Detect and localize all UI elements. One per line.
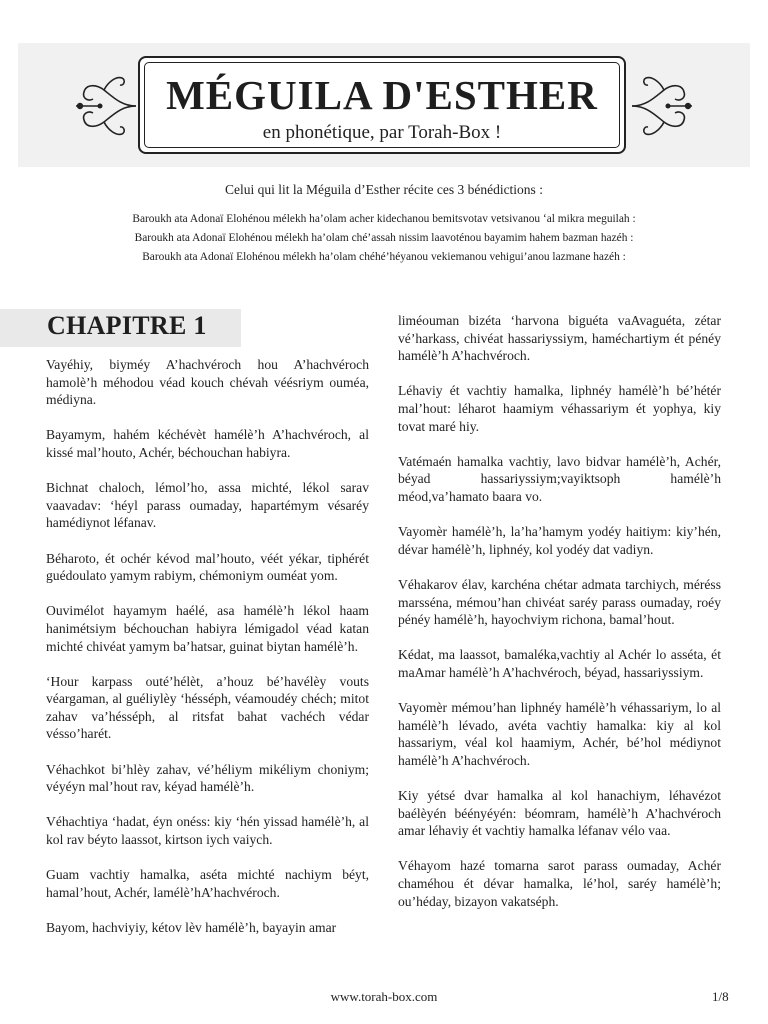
verse-paragraph: ‘Hour karpass outé’hélèt, a’houz bé’havélèy vouts véargaman, al guéliylèy ‘hésséph, véamoudéy chéch; mitot zahav va’hésséph, al ritsfat bahat vachéch védar vésso’harét. bbox=[46, 673, 369, 742]
verse-paragraph: Vayomèr hamélè’h, la’ha’hamym yodéy haitiym: kiy’hén, dévar hamélè’h, liphnéy, kol yodéy dat vadiyn. bbox=[398, 524, 721, 557]
footer-website-link[interactable]: www.torah-box.com bbox=[330, 989, 438, 1004]
verse-paragraph: Bayamym, hahém kéchévèt hamélè’h A’hachvéroch, al kissé mal’houto, Achér, béchouchan habiyra. bbox=[46, 427, 369, 460]
page-number: 1/8 bbox=[712, 989, 729, 1004]
verse-paragraph: Vayéhiy, biyméy A’hachvéroch hou A’hachvéroch hamolè’h méhodou véad kouch chévah véésriym ouméa, médiyna. bbox=[46, 357, 369, 408]
blessing-line: Baroukh ata Adonaï Elohénou mélekh ha’olam acher kidechanou bemitsvotav vetsivanou ‘al mikra meguilah : bbox=[132, 213, 636, 225]
scroll-flourish-ornament-right-icon bbox=[630, 68, 694, 144]
verse-paragraph: Guam vachtiy hamalka, aséta michté nachiym béyt, hamal’hout, Achér, lamélè’hA’hachvéroch. bbox=[46, 867, 369, 900]
title-frame bbox=[138, 56, 626, 154]
verse-paragraph: Véhakarov élav, karchéna chétar admata tarchiych, méréss marsséna, mémou’han chivéat saréy parass oumaday, roéy pénéy hamélè’h, hayochviym richona, bamal’hout. bbox=[398, 576, 721, 628]
verse-paragraph: Léhaviy ét vachtiy hamalka, liphnéy hamélè’h bé’hétér mal’hout: léharot haamiym véhassariym ét yophya, kiy tovat maré hiy. bbox=[398, 383, 721, 434]
verse-paragraph: Ouvimélot hayamym haélé, asa hamélè’h lékol haam hanimétsiym béchouchan habiyra lémigadol véad katan michté chivéat yamym ba’hatsar, guinat biytan hamélè’h. bbox=[46, 603, 369, 654]
text-column-left bbox=[46, 356, 369, 954]
blessings-intro bbox=[0, 182, 768, 267]
verse-paragraph: liméouman bizéta ‘harvona biguéta vaAvaguéta, zétar vé’harkass, chivéat hassariyssiym, haméchartiym ét pénéy hamélè’h A’hachvéroch. bbox=[398, 313, 721, 364]
verse-paragraph: Véhayom hazé tomarna sarot parass oumaday, Achér chaméhou ét dévar hamalka, lé’hol, saréy hamélè’h; ou’héday, bizayon vakatséph. bbox=[398, 858, 721, 909]
verse-paragraph: Béharoto, ét ochér kévod mal’houto, véét yékar, tiphérét guédoulato yamym rabiym, chémoniym ouméat yom. bbox=[46, 550, 369, 584]
verse-paragraph: Véhachkot bi’hlèy zahav, vé’héliym mikéliym choniym; véyéyn mal’hout rav, kéyad hamélè’h. bbox=[46, 761, 369, 795]
document-subtitle: en phonétique, par Torah-Box ! bbox=[262, 122, 502, 143]
verse-paragraph: Kiy yétsé dvar hamalka al kol hanachiym, léhavézot baélèyén béényéyén: béomram, hamélè’h A’hachvéroch amar léhaviy ét vachtiy hamalka léfanav vélo vaa. bbox=[398, 788, 721, 839]
verse-paragraph: Bayom, hachviyiy, kétov lèv hamélè’h, bayayin amar bbox=[46, 920, 337, 935]
text-column-right bbox=[398, 312, 721, 928]
verse-paragraph: Kédat, ma laassot, bamaléka,vachtiy al Achér lo asséta, ét maAmar hamélè’h A’hachvéroch, béyad, hassariyssiym. bbox=[398, 647, 721, 680]
verse-paragraph: Vayomèr mémou’han liphnéy hamélè’h véhassariym, lo al hamélè’h lévado, avéta vachtiy hamalka: kiy al kol hassariym, véal kol haamiym, Achér, bé’hol médiynot hamélè’h A’hachvéroch. bbox=[398, 700, 721, 768]
blessings-lead: Celui qui lit la Méguila d’Esther récite ces 3 bénédictions : bbox=[225, 182, 543, 197]
blessing-line: Baroukh ata Adonaï Elohénou mélekh ha’olam ché’assah nissim laavoténou bayamim hahem bazman hazéh : bbox=[134, 232, 634, 244]
scroll-flourish-ornament-left-icon bbox=[74, 68, 138, 144]
chapter-title: CHAPITRE 1 bbox=[47, 311, 207, 340]
document-title: MÉGUILA D'ESTHER bbox=[166, 72, 598, 118]
blessing-line: Baroukh ata Adonaï Elohénou mélekh ha’olam chéhé’héyanou vekiemanou vehigui’anou lazmane hazéh : bbox=[142, 251, 626, 263]
verse-paragraph: Vatémaén hamalka vachtiy, lavo bidvar hamélè’h, Achér, béyad hassariyssiym;vayiktsoph hamélè’h méod,va’hamato baara vo. bbox=[398, 453, 721, 504]
verse-paragraph: Bichnat chaloch, lémol’ho, assa michté, lékol sarav vaavadav: ‘héyl parass oumaday, hapartémym vésaréy hamédiynot léfanav. bbox=[46, 480, 369, 531]
verse-paragraph: Véhachtiya ‘hadat, éyn onéss: kiy ‘hén yissad hamélè’h, al kol rav béyto laassot, kirtson iych vaiych. bbox=[46, 814, 369, 848]
